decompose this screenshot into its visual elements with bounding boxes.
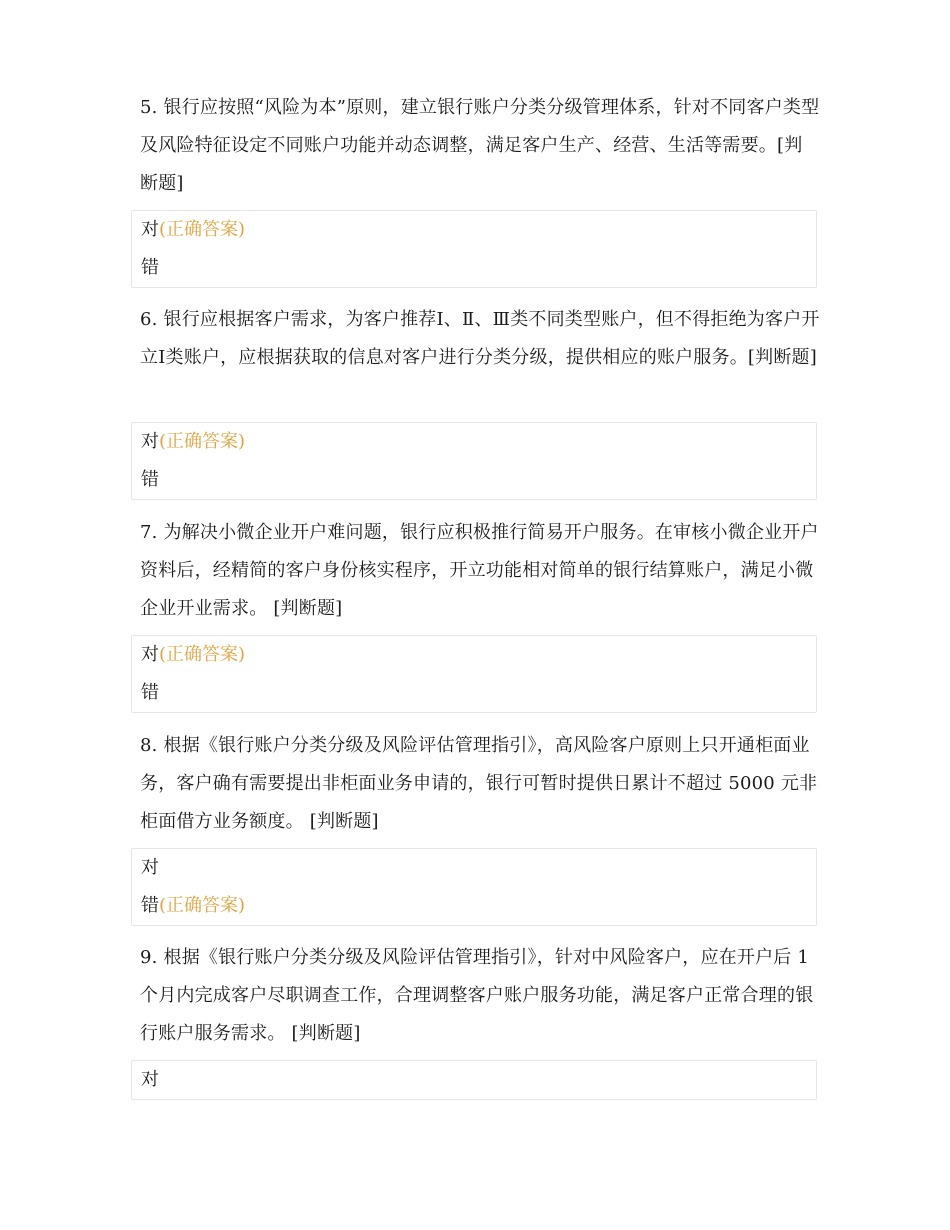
question-8-options — [131, 848, 817, 926]
question-7-options — [131, 635, 817, 713]
option-label: 对 — [141, 431, 159, 452]
option-label: 错 — [141, 469, 159, 490]
question-5-text: 5. 银行应按照“风险为本”原则，建立银行账户分类分级管理体系，针对不同客户类型及风险特征设定不同账户功能并动态调整，满足客户生产、经营、生活等需要。[判断题] — [140, 97, 820, 194]
question-7-option-true[interactable] — [132, 636, 816, 674]
question-7-text: 7. 为解决小微企业开户难问题，银行应积极推行简易开户服务。在审核小微企业开户资料后，经精简的客户身份核实程序，开立功能相对简单的银行结算账户，满足小微企业开业需求。 [判断题] — [140, 522, 819, 619]
question-5-options — [131, 210, 817, 288]
option-label: 对 — [141, 644, 159, 665]
question-9-option-true[interactable] — [132, 1061, 816, 1099]
question-6-text: 6. 银行应根据客户需求，为客户推荐Ⅰ、Ⅱ、Ⅲ类不同类型账户，但不得拒绝为客户开立Ⅰ类账户，应根据获取的信息对客户进行分类分级，提供相应的账户服务。[判断题] — [140, 309, 820, 368]
question-8-option-true[interactable] — [132, 849, 816, 887]
question-9-options — [131, 1060, 817, 1100]
correct-answer-tag: (正确答案) — [159, 431, 246, 452]
question-6-option-false[interactable] — [132, 461, 816, 499]
question-6-option-true[interactable] — [132, 423, 816, 461]
option-label: 错 — [141, 682, 159, 703]
correct-answer-tag: (正确答案) — [159, 219, 246, 240]
question-9-text: 9. 根据《银行账户分类分级及风险评估管理指引》，针对中风险客户，应在开户后 1 个月内完成客户尽职调查工作，合理调整客户账户服务功能，满足客户正常合理的银行账户服务需求。 [判断题] — [140, 947, 814, 1044]
option-label: 错 — [141, 257, 159, 278]
question-5-option-true[interactable] — [132, 211, 816, 249]
option-label: 对 — [141, 857, 159, 878]
correct-answer-tag: (正确答案) — [159, 644, 246, 665]
option-label: 对 — [141, 219, 159, 240]
question-8-text: 8. 根据《银行账户分类分级及风险评估管理指引》，高风险客户原则上只开通柜面业务，客户确有需要提出非柜面业务申请的，银行可暂时提供日累计不超过 5000 元非柜面借方业务额度。 [判断题] — [140, 735, 818, 832]
correct-answer-tag: (正确答案) — [159, 895, 246, 916]
question-7-option-false[interactable] — [132, 674, 816, 712]
option-label: 对 — [141, 1069, 159, 1090]
option-label: 错 — [141, 895, 159, 916]
question-5-option-false[interactable] — [132, 249, 816, 287]
question-6-options — [131, 422, 817, 500]
question-8-option-false[interactable] — [132, 887, 816, 925]
